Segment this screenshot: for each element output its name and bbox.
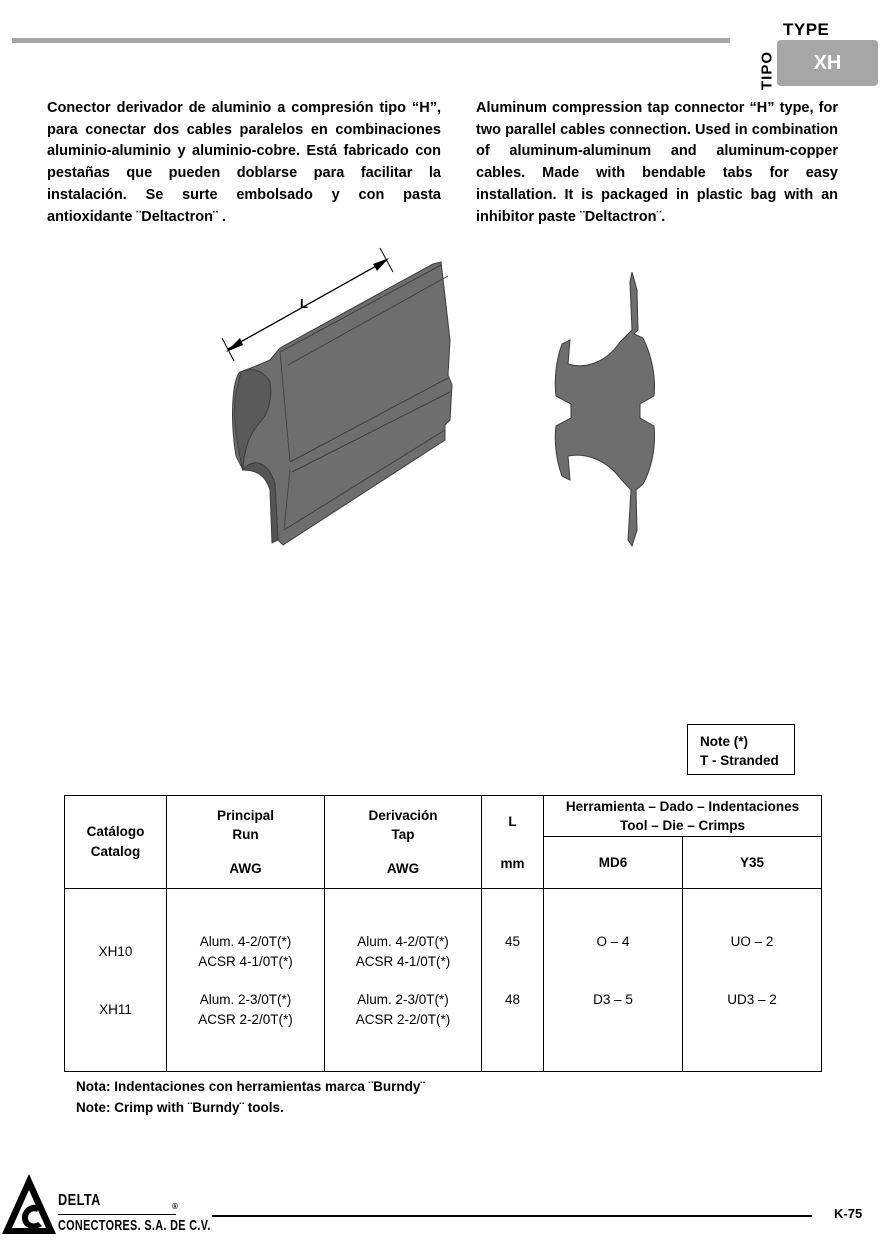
length-xh11: 48	[504, 992, 521, 1007]
length-xh10: 45	[504, 934, 521, 949]
dimension-tick-left	[222, 338, 234, 361]
footer-rule	[212, 1215, 812, 1217]
header-length-unit: mm	[500, 855, 525, 871]
header-tool-es: Herramienta – Dado – Indentaciones	[565, 799, 800, 815]
header-tool-md6: MD6	[544, 837, 683, 889]
note-definition: T - Stranded	[700, 753, 779, 768]
catalog-xh11: XH11	[99, 1002, 132, 1017]
stranded-note-box	[687, 724, 795, 775]
h-profile-shape	[555, 272, 654, 546]
md6-xh10: O – 4	[596, 934, 630, 949]
header-tap	[325, 796, 482, 889]
y35-xh10: UO – 2	[730, 934, 774, 949]
md6-xh11: D3 – 5	[593, 992, 633, 1007]
md6-column	[544, 889, 683, 1072]
header-run-en: Run	[232, 827, 259, 842]
run-column	[167, 889, 325, 1072]
header-catalog	[65, 796, 167, 889]
header-length	[482, 796, 544, 889]
connector-profile-drawing	[545, 265, 675, 555]
description-english: Aluminum compression tap connector “H” type, for two parallel cables connection. Used in combination of aluminum-aluminum and aluminum-copper cables. Made with bendable tabs for easy installation. It is packaged in plastic bag with an inhibitor paste ¨Deltactron¨.	[476, 100, 838, 225]
footnote-spanish: Nota: Indentaciones con herramientas marca ¨Burndy¨	[76, 1079, 425, 1094]
catalog-table	[64, 795, 822, 1072]
run-xh10-alum: Alum. 4-2/0T(*)	[199, 934, 292, 949]
note-title: Note (*)	[700, 734, 748, 749]
dimension-arrow-left	[226, 338, 243, 352]
run-xh11-alum: Alum. 2-3/0T(*)	[199, 992, 292, 1007]
header-tap-es: Derivación	[368, 808, 438, 823]
header-tap-en: Tap	[391, 827, 415, 842]
tap-xh11-acsr: ACSR 2-2/0T(*)	[355, 1012, 451, 1027]
header-run-unit: AWG	[229, 861, 262, 876]
tipo-label: TIPO	[758, 51, 776, 91]
delta-logo-icon	[2, 1170, 58, 1236]
catalog-column	[65, 889, 167, 1072]
header-tool-en: Tool – Die – Crimps	[619, 818, 746, 834]
table-header-row	[65, 796, 822, 837]
y35-column	[683, 889, 822, 1072]
header-catalog-es: Catálogo	[86, 824, 145, 839]
type-code-badge	[777, 40, 878, 86]
header-length-label: L	[508, 813, 517, 829]
description-spanish: Conector derivador de aluminio a compresión tipo “H”, para conectar dos cables paralelos en combinaciones aluminio-aluminio y aluminio-cobre. Está fabricado con pestañas que pueden doblarse para facilitar la instalación. Se surte embolsado y con pasta antioxidante ¨Deltactron¨ .	[47, 100, 441, 225]
tap-xh10-acsr: ACSR 4-1/0T(*)	[355, 954, 451, 969]
length-column	[482, 889, 544, 1072]
header-run-es: Principal	[216, 808, 275, 823]
dimension-label-l: L	[300, 296, 308, 311]
type-code: XH	[813, 51, 842, 74]
logo-underline	[58, 1214, 176, 1215]
connector-3d-drawing	[200, 240, 470, 560]
footnote-english: Note: Crimp with ¨Burndy¨ tools.	[76, 1100, 284, 1115]
header-tap-unit: AWG	[386, 861, 420, 876]
logo-company-subtitle: CONECTORES. S.A. DE C.V.	[58, 1217, 211, 1234]
dimension-arrow-right	[373, 258, 389, 271]
run-xh11-acsr: ACSR 2-2/0T(*)	[198, 1012, 293, 1027]
table-body-row	[65, 889, 822, 1072]
tap-column	[325, 889, 482, 1072]
header-rule	[12, 38, 730, 43]
header-tool	[544, 796, 822, 837]
header-tool-y35: Y35	[683, 837, 822, 889]
page-number: K-75	[834, 1206, 863, 1221]
tap-xh10-alum: Alum. 4-2/0T(*)	[357, 934, 449, 949]
y35-xh11: UD3 – 2	[727, 992, 777, 1007]
catalog-xh10: XH10	[98, 944, 133, 959]
logo-company-name: DELTA	[58, 1192, 101, 1209]
type-label: TYPE	[783, 20, 830, 39]
header-catalog-en: Catalog	[90, 844, 141, 859]
logo-registered-mark: ®	[172, 1202, 178, 1211]
header-run	[167, 796, 325, 889]
run-xh10-acsr: ACSR 4-1/0T(*)	[198, 954, 293, 969]
tap-xh11-alum: Alum. 2-3/0T(*)	[357, 992, 449, 1007]
